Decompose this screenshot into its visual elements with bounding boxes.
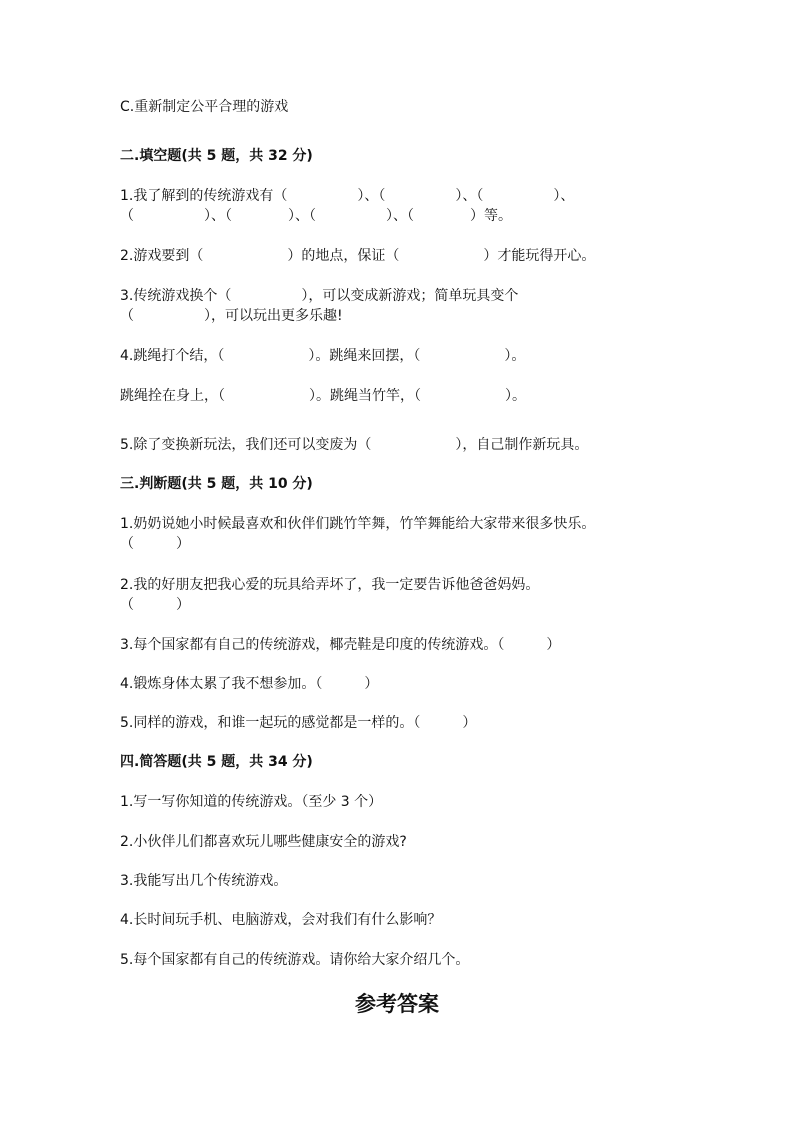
fill-q4-line1: 4.跳绳打个结，（ ）。跳绳来回摆，（ ）。 — [120, 348, 526, 364]
fill-q1-line1: 1.我了解到的传统游戏有（ ）、（ ）、（ ）、 — [120, 188, 575, 204]
fill-q4-line2: 跳绳拴在身上，（ ）。跳绳当竹竿，（ ）。 — [120, 388, 526, 404]
short-q4: 4.长时间玩手机、电脑游戏，会对我们有什么影响？ — [120, 912, 442, 928]
fill-q3-line2: （ ），可以玩出更多乐趣! — [120, 308, 343, 324]
fill-q2: 2.游戏要到（ ）的地点，保证（ ）才能玩得开心。 — [120, 248, 596, 264]
short-q2: 2.小伙伴儿们都喜欢玩儿哪些健康安全的游戏? — [120, 834, 407, 850]
fill-section-heading: 二.填空题(共 5 题，共 32 分) — [120, 148, 313, 164]
judge-q1-line2: （ ） — [120, 536, 190, 552]
judge-q2-line2: （ ） — [120, 597, 190, 613]
short-q3: 3.我能写出几个传统游戏。 — [120, 873, 288, 889]
answer-title: 参考答案 — [355, 991, 439, 1016]
judge-q4: 4.锻炼身体太累了我不想参加。（ ） — [120, 676, 379, 692]
fill-q1-line2: （ ）、（ ）、（ ）、（ ）等。 — [120, 208, 512, 224]
option-c: C.重新制定公平合理的游戏 — [120, 99, 289, 115]
judge-q2-line1: 2.我的好朋友把我心爱的玩具给弄坏了，我一定要告诉他爸爸妈妈。 — [120, 577, 540, 593]
short-section-heading: 四.简答题(共 5 题，共 34 分) — [120, 754, 313, 770]
fill-q5: 5.除了变换新玩法，我们还可以变废为（ ），自己制作新玩具。 — [120, 437, 589, 453]
fill-q3-line1: 3.传统游戏换个（ ），可以变成新游戏；简单玩具变个 — [120, 288, 519, 304]
judge-q5: 5.同样的游戏，和谁一起玩的感觉都是一样的。（ ） — [120, 715, 477, 731]
short-q1: 1.写一写你知道的传统游戏。（至少 3 个） — [120, 794, 383, 810]
judge-q1-line1: 1.奶奶说她小时候最喜欢和伙伴们跳竹竿舞，竹竿舞能给大家带来很多快乐。 — [120, 516, 596, 532]
judge-q3: 3.每个国家都有自己的传统游戏，椰壳鞋是印度的传统游戏。（ ） — [120, 637, 561, 653]
judge-section-heading: 三.判断题(共 5 题，共 10 分) — [120, 476, 313, 492]
short-q5: 5.每个国家都有自己的传统游戏。请你给大家介绍几个。 — [120, 952, 470, 968]
